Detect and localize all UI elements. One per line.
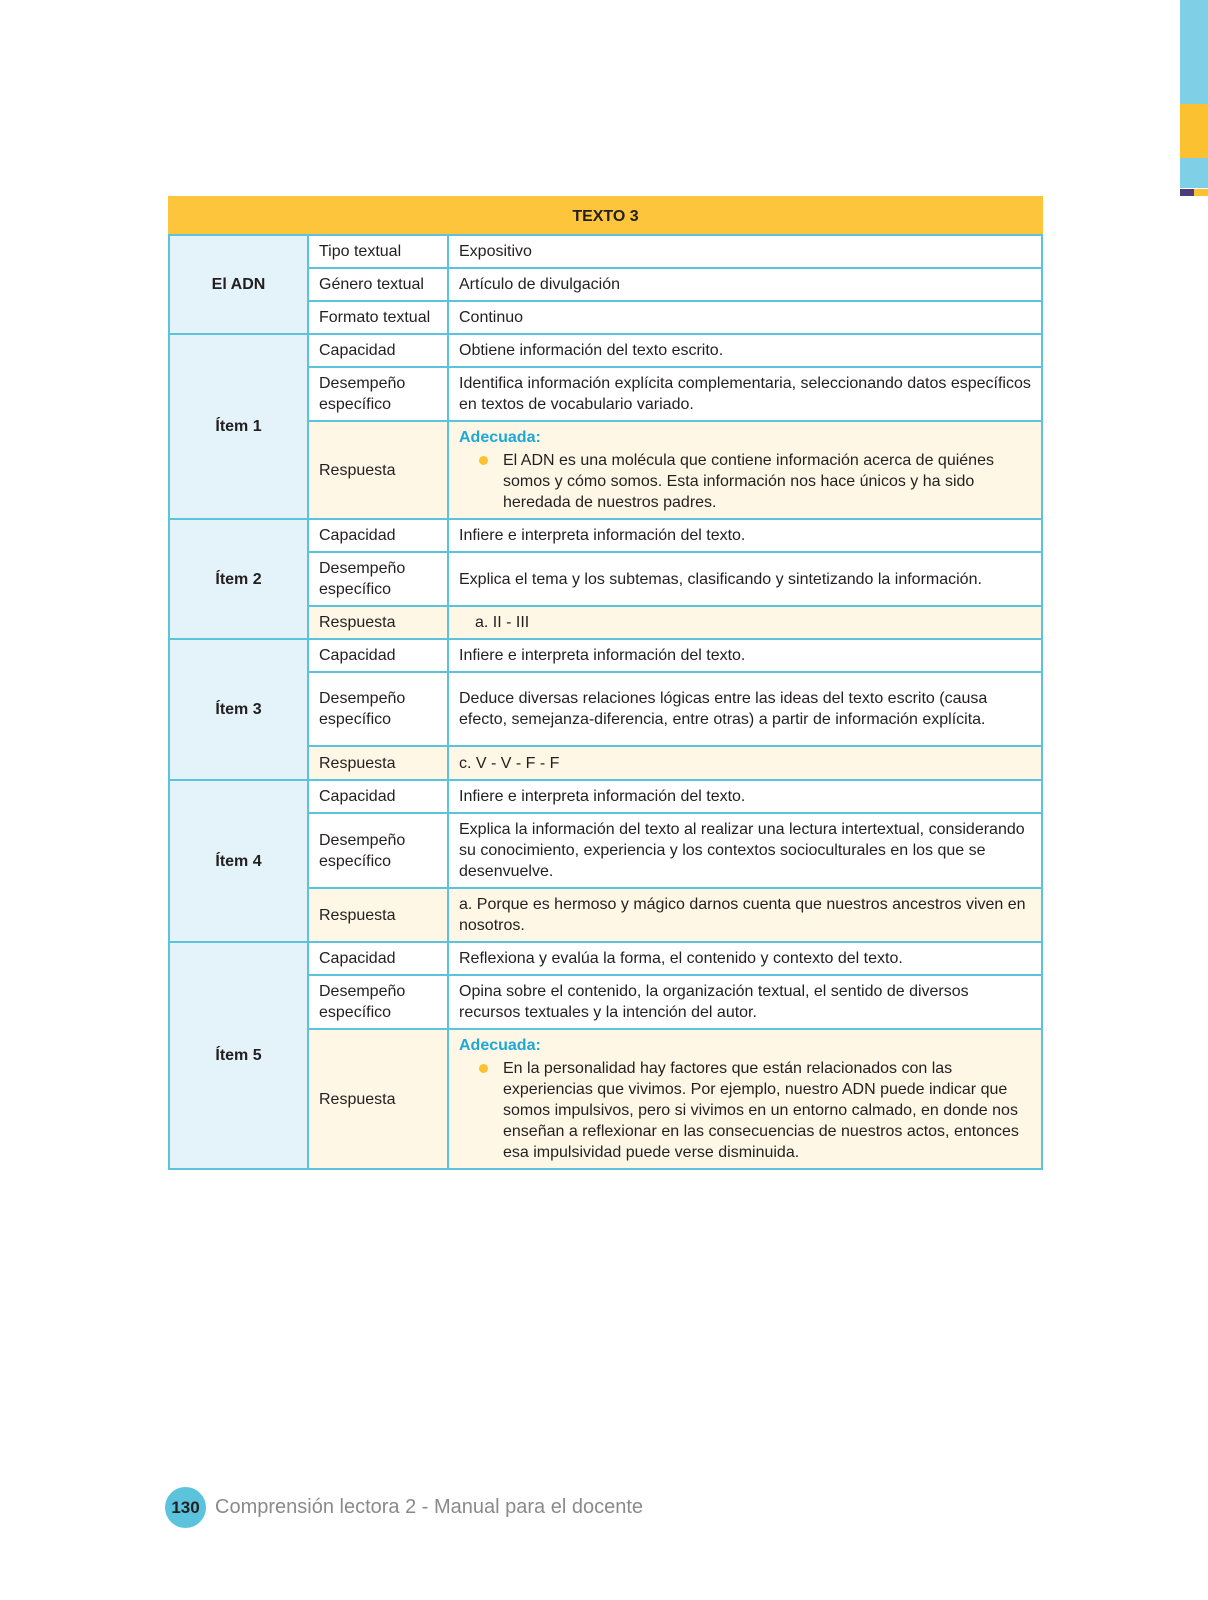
desempeno-label: Desempeño específico — [308, 552, 448, 606]
respuesta-value: c. V - V - F - F — [448, 746, 1042, 780]
capacidad-label: Capacidad — [308, 334, 448, 367]
respuesta-cell — [448, 606, 1042, 639]
capacidad-label: Capacidad — [308, 519, 448, 552]
capacidad-value: Obtiene información del texto escrito. — [448, 334, 1042, 367]
capacidad-value: Reflexiona y evalúa la forma, el contenido y contexto del texto. — [448, 942, 1042, 975]
capacidad-value: Infiere e interpreta información del texto. — [448, 780, 1042, 813]
page-number-badge: 130 — [165, 1487, 206, 1528]
desempeno-value: Opina sobre el contenido, la organización textual, el sentido de diversos recursos textuales y la intención del autor. — [448, 975, 1042, 1029]
respuesta-value: En la personalidad hay factores que están relacionados con las experiencias que vivimos. Por ejemplo, nuestro ADN puede indicar que somos impulsivos, pero si vivimos en un entorno calmado, en donde nos enseñan a reflexionar en las consecuencias de nuestros actos, entonces esa impulsividad puede verse disminuida. — [503, 1060, 1019, 1161]
page-footer — [165, 1487, 643, 1528]
respuesta-label: Respuesta — [308, 888, 448, 942]
field-value: Expositivo — [448, 235, 1042, 268]
section-label-text: El ADN — [169, 235, 308, 334]
capacidad-label: Capacidad — [308, 780, 448, 813]
capacidad-label: Capacidad — [308, 639, 448, 672]
respuesta-label: Respuesta — [308, 421, 448, 519]
desempeno-value: Deduce diversas relaciones lógicas entre las ideas del texto escrito (causa efecto, semejanza-diferencia, entre otras) a partir de información explícita. — [448, 672, 1042, 746]
desempeno-label: Desempeño específico — [308, 367, 448, 421]
desempeno-value: Explica el tema y los subtemas, clasificando y sintetizando la información. — [448, 552, 1042, 606]
field-value: Continuo — [448, 301, 1042, 334]
footer-title: Comprensión lectora 2 - Manual para el docente — [215, 1496, 644, 1518]
adecuada-heading: Adecuada: — [459, 1037, 541, 1054]
edge-mark-purple — [1180, 189, 1194, 196]
field-label: Género textual — [308, 268, 448, 301]
desempeno-label: Desempeño específico — [308, 672, 448, 746]
item-2-label: Ítem 2 — [169, 519, 308, 639]
item-4-label: Ítem 4 — [169, 780, 308, 942]
item-3-label: Ítem 3 — [169, 639, 308, 780]
respuesta-cell — [448, 1029, 1042, 1169]
desempeno-value: Explica la información del texto al realizar una lectura intertextual, considerando su conocimiento, experiencia y los contextos socioculturales en los que se desenvuelve. — [448, 813, 1042, 888]
desempeno-label: Desempeño específico — [308, 975, 448, 1029]
respuesta-value: a. II - III — [475, 614, 530, 631]
respuesta-value: a. Porque es hermoso y mágico darnos cuenta que nuestros ancestros viven en nosotros. — [448, 888, 1042, 942]
assessment-table — [168, 196, 1043, 1170]
desempeno-value: Identifica información explícita complementaria, seleccionando datos específicos en textos de vocabulario variado. — [448, 367, 1042, 421]
table-title: TEXTO 3 — [169, 197, 1042, 235]
edge-tab-gold — [1180, 104, 1208, 158]
adecuada-heading: Adecuada: — [459, 429, 541, 446]
item-1-label: Ítem 1 — [169, 334, 308, 519]
edge-tab-blue — [1180, 0, 1208, 104]
item-5-label: Ítem 5 — [169, 942, 308, 1169]
capacidad-label: Capacidad — [308, 942, 448, 975]
bullet-dot-icon — [479, 1064, 488, 1073]
bullet-dot-icon — [479, 456, 488, 465]
respuesta-label: Respuesta — [308, 1029, 448, 1169]
edge-tab-blue-lower — [1180, 158, 1208, 188]
respuesta-label: Respuesta — [308, 746, 448, 780]
field-value: Artículo de divulgación — [448, 268, 1042, 301]
respuesta-value: El ADN es una molécula que contiene información acerca de quiénes somos y cómo somos. Esta información nos hace únicos y ha sido heredada de nuestros padres. — [503, 452, 994, 511]
edge-mark-yellow — [1194, 189, 1208, 196]
bullet-item — [459, 450, 1031, 513]
bullet-item — [459, 1058, 1031, 1163]
respuesta-cell — [448, 421, 1042, 519]
field-label: Formato textual — [308, 301, 448, 334]
capacidad-value: Infiere e interpreta información del texto. — [448, 519, 1042, 552]
capacidad-value: Infiere e interpreta información del texto. — [448, 639, 1042, 672]
desempeno-label: Desempeño específico — [308, 813, 448, 888]
field-label: Tipo textual — [308, 235, 448, 268]
respuesta-label: Respuesta — [308, 606, 448, 639]
